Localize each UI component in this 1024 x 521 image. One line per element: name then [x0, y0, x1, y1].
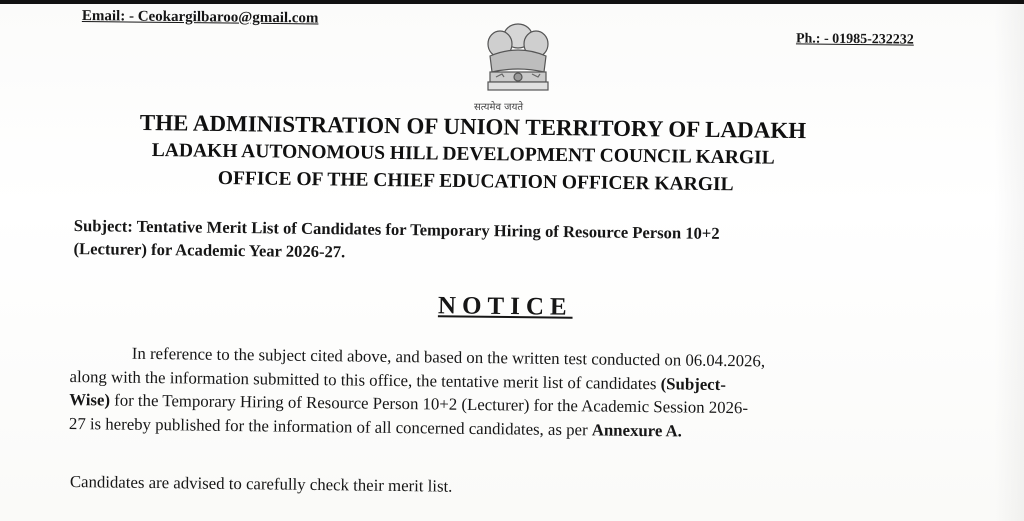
paragraph-line-4-text: 27 is hereby published for the information of all concerned candidates, as per	[68, 413, 592, 439]
header-line-council: LADAKH AUTONOMOUS HILL DEVELOPMENT COUNCIL KARGIL	[151, 140, 775, 169]
advice-paragraph: Candidates are advised to carefully check their merit list.	[69, 472, 453, 496]
paragraph-line-3-text: for the Temporary Hiring of Resource Person 10+2 (Lecturer) for the Academic Session 2026-	[109, 390, 749, 418]
header-line-office: OFFICE OF THE CHIEF EDUCATION OFFICER KARGIL	[217, 168, 734, 196]
paragraph-line-1: In reference to the subject cited above, and based on the written test conducted on 06.04.2026,	[131, 343, 766, 371]
paragraph-line-3-bold: Wise)	[69, 389, 111, 410]
emblem-motto: सत्यमेव जयते	[474, 102, 524, 113]
page-shadow	[994, 0, 1024, 521]
phone-contact: Ph.: - 01985-232232	[795, 31, 914, 48]
subject-block	[73, 214, 923, 270]
email-contact: Email: - Ceokargilbaroo@gmail.com	[81, 8, 319, 27]
subject-line-1: Subject: Tentative Merit List of Candidates for Temporary Hiring of Resource Person 10+2	[73, 215, 720, 243]
paragraph-line-2-text: along with the information submitted to this office, the tentative merit list of candidates	[69, 366, 661, 393]
paragraph-line-2-bold: (Subject-	[660, 373, 726, 394]
top-border	[0, 0, 1024, 4]
annexure-reference: Annexure A.	[591, 419, 683, 440]
subject-line-2: (Lecturer) for Academic Year 2026-27.	[73, 238, 346, 262]
notice-title: NOTICE	[437, 292, 573, 321]
header-line-ut-administration: THE ADMINISTRATION OF UNION TERRITORY OF LADAKH	[139, 110, 807, 144]
notice-paragraph	[69, 341, 950, 446]
